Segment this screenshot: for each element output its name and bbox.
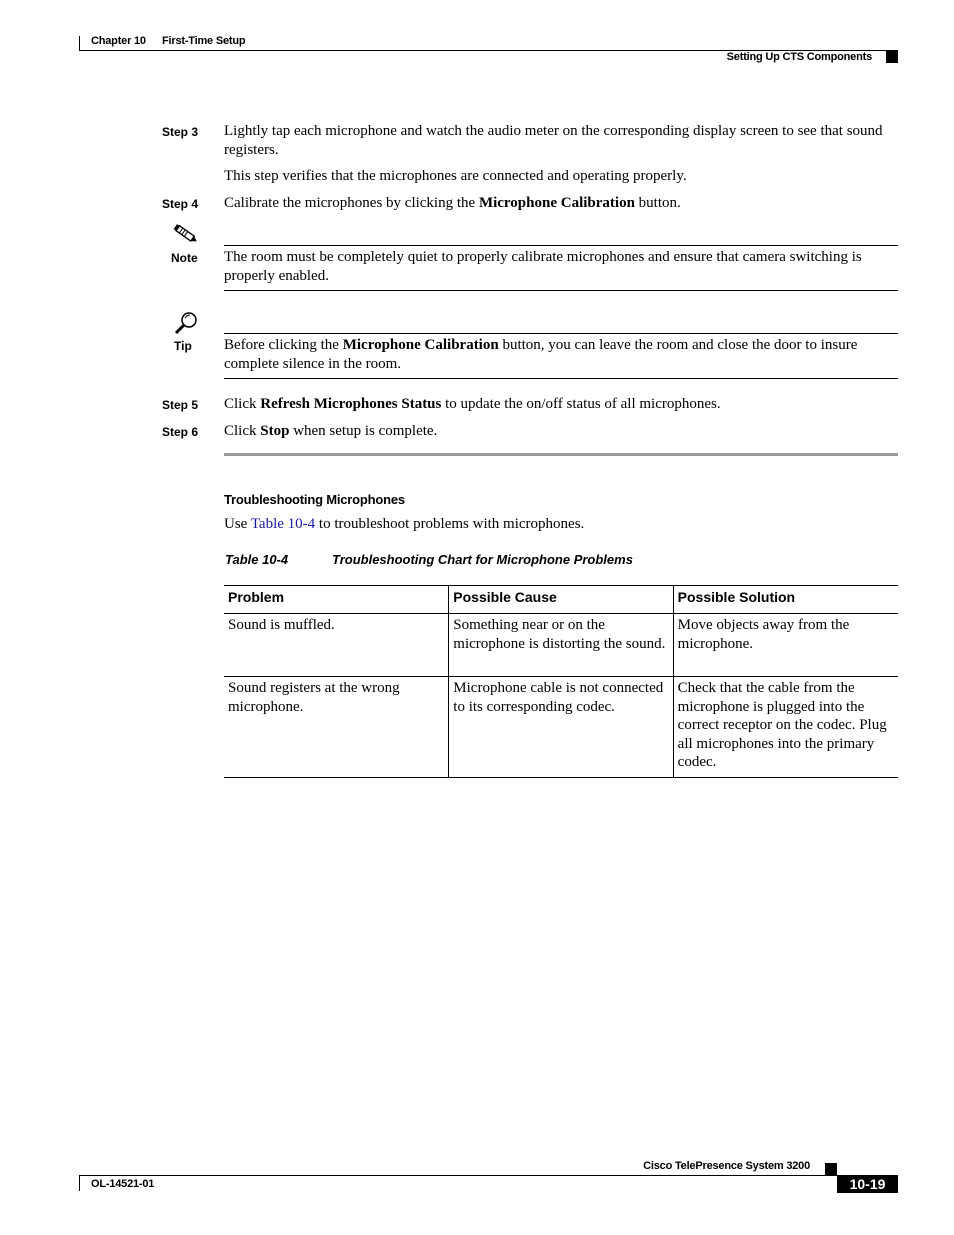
table-cell: Microphone cable is not connected to its corresponding codec.	[449, 677, 673, 778]
col-header-solution: Possible Solution	[673, 586, 898, 614]
step-5-text	[224, 395, 900, 414]
step-4-post: button.	[634, 195, 681, 211]
section-intro	[224, 515, 900, 534]
intro-post: to troubleshoot problems with microphones.	[315, 516, 585, 532]
step-6-pre: Click	[224, 423, 261, 439]
tip-text	[224, 336, 900, 374]
step-3-followup: This step verifies that the microphones are connected and operating properly.	[224, 168, 687, 184]
tip-label: Tip	[174, 339, 192, 353]
note-top-rule	[224, 245, 898, 246]
tip-post: button, you can leave the room and close the door to insure complete silence in the room.	[224, 337, 858, 372]
footer-doc-id: OL-14521-01	[91, 1178, 155, 1190]
header-left-bar	[79, 36, 80, 51]
tip-top-rule	[224, 333, 898, 334]
note-bottom-rule	[224, 290, 898, 291]
footer-rule	[79, 1175, 898, 1176]
header-chapter: Chapter 10	[91, 35, 146, 47]
footer-product: Cisco TelePresence System 3200	[643, 1160, 810, 1172]
section-heading: Troubleshooting Microphones	[224, 492, 405, 507]
header-chapter-title: First-Time Setup	[162, 35, 246, 47]
step-6-bold: Stop	[260, 423, 290, 439]
step-3-label: Step 3	[162, 125, 199, 139]
table-header-row	[224, 586, 898, 614]
step-6-post: when setup is complete.	[289, 423, 438, 439]
intro-pre: Use	[224, 516, 251, 532]
procedure-end-rule	[224, 453, 898, 456]
table-caption: Troubleshooting Chart for Microphone Problems	[332, 552, 633, 567]
header-square	[886, 51, 898, 63]
step-5-label: Step 5	[162, 398, 199, 412]
table-cell: Move objects away from the microphone.	[673, 614, 898, 677]
tip-bold: Microphone Calibration	[342, 337, 499, 353]
col-header-problem: Problem	[224, 586, 449, 614]
troubleshooting-table	[224, 585, 898, 778]
step-4-label: Step 4	[162, 197, 199, 211]
step-5-bold: Refresh Microphones Status	[260, 396, 442, 412]
step-4-text	[224, 194, 900, 213]
header-section: Setting Up CTS Components	[726, 51, 872, 63]
step-5-pre: Click	[224, 396, 261, 412]
step-6-text	[224, 422, 900, 441]
step-4-bold: Microphone Calibration	[478, 195, 635, 211]
step-6-label: Step 6	[162, 425, 199, 439]
table-cell: Sound registers at the wrong microphone.	[224, 677, 449, 778]
table-row	[224, 677, 898, 778]
note-text: The room must be completely quiet to properly calibrate microphones and ensure that camera switching is properly enabled.	[224, 249, 862, 284]
tip-pre: Before clicking the	[224, 337, 343, 353]
table-cell: Sound is muffled.	[224, 614, 449, 677]
step-5-post: to update the on/off status of all microphones.	[441, 396, 721, 412]
magnifier-icon	[172, 310, 200, 336]
pencil-icon	[172, 222, 200, 246]
table-number: Table 10-4	[225, 552, 289, 567]
tip-bottom-rule	[224, 378, 898, 379]
table-cell: Check that the cable from the microphone is plugged into the correct receptor on the codec. Plug all microphones into the primary codec.	[673, 677, 898, 778]
note-label: Note	[171, 251, 198, 265]
table-cell: Something near or on the microphone is distorting the sound.	[449, 614, 673, 677]
footer-square	[825, 1163, 837, 1175]
col-header-cause: Possible Cause	[449, 586, 673, 614]
page-number: 10-19	[837, 1175, 898, 1193]
footer-left-bar	[79, 1175, 80, 1191]
table-row	[224, 614, 898, 677]
step-4-pre: Calibrate the microphones by clicking the	[224, 195, 479, 211]
step-3-text: Lightly tap each microphone and watch the audio meter on the corresponding display screen to see that sound registers.	[224, 123, 883, 158]
table-10-4-link[interactable]: Table 10-4	[250, 516, 316, 532]
